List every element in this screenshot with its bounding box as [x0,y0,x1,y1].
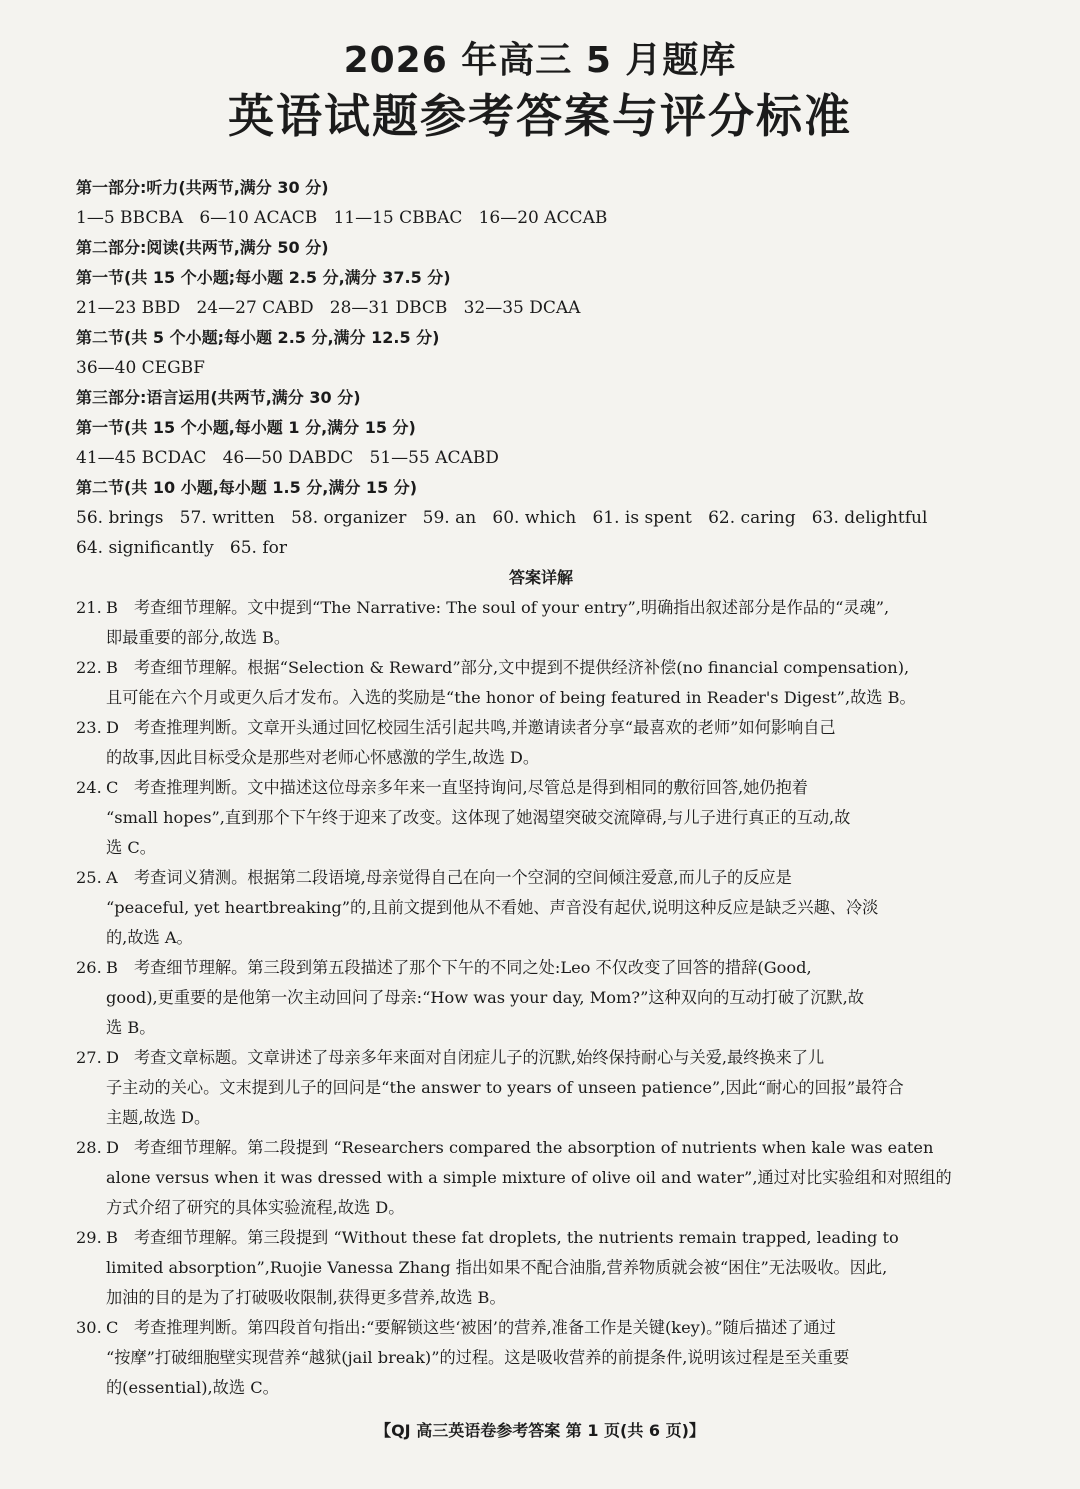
explanation-item [76,1043,1006,1133]
answer-option: B [106,598,118,617]
section-heading: 第一节(共 15 个小题;每小题 2.5 分,满分 37.5 分) [76,268,451,287]
answer-option: C [106,1318,119,1337]
answer-option: C [106,778,119,797]
explanation-item [76,863,1006,953]
explanation-text: 考查推理判断。第四段首句指出:“要解锁这些‘被困’的营养,准备工作是关键(key)。”随后描述了通过 [134,1318,836,1337]
explanation-text: 的,故选 A。 [106,928,193,947]
answer-line: 1—5 BBCBA 6—10 ACACB 11—15 CBBAC 16—20 ACCAB [76,208,608,228]
question-number: 26. [76,958,102,977]
explanation-text: 的(essential),故选 C。 [106,1378,279,1397]
answer-option: B [106,958,118,977]
document-title: 英语试题参考答案与评分标准 [228,89,852,143]
question-number: 23. [76,718,102,737]
question-number: 29. [76,1228,102,1247]
answer-line: 41—45 BCDAC 46—50 DABDC 51—55 ACABD [76,448,499,468]
explanation-text: 的故事,因此目标受众是那些对老师心怀感激的学生,故选 D。 [106,748,540,767]
page-footer: 【QJ 高三英语卷参考答案 第 1 页(共 6 页)】 [375,1421,705,1440]
explanation-text: good),更重要的是他第一次主动回问了母亲:“How was your day, Mom?”这种双向的互动打破了沉默,故 [106,988,864,1007]
answer-key-section [76,173,1006,563]
explanation-text: 且可能在六个月或更久后才发布。入选的奖励是“the honor of being featured in Reader's Digest”,故选 B。 [106,688,916,707]
explanation-text: 考查细节理解。根据“Selection & Reward”部分,文中提到不提供经济补偿(no financial compensation), [134,658,910,677]
section-heading: 第一部分:听力(共两节,满分 30 分) [76,178,329,197]
explanation-text: 考查细节理解。第三段提到 “Without these fat droplets, the nutrients remain trapped, leading to [134,1228,899,1247]
explanation-text: 考查文章标题。文章讲述了母亲多年来面对自闭症儿子的沉默,始终保持耐心与关爱,最终换来了儿 [134,1048,825,1067]
explanation-text: 子主动的关心。文末提到儿子的回问是“the answer to years of unseen patience”,因此“耐心的回报”最符合 [106,1078,904,1097]
explanation-text: 考查细节理解。第三段到第五段描述了那个下午的不同之处:Leo 不仅改变了回答的措辞(Good, [134,958,812,977]
explanation-item [76,1223,1006,1313]
explanation-text: 考查细节理解。第二段提到 “Researchers compared the absorption of nutrients when kale was eaten [134,1138,934,1157]
answer-option: D [106,1138,119,1157]
question-number: 25. [76,868,102,887]
explanation-text: alone versus when it was dressed with a simple mixture of olive oil and water”,通过对比实验组和对照组的 [106,1168,952,1187]
question-number: 21. [76,598,102,617]
explanation-text: “peaceful, yet heartbreaking”的,且前文提到他从不看她、声音没有起伏,说明这种反应是缺乏兴趣、冷淡 [106,898,879,917]
explanation-text: 考查推理判断。文章开头通过回忆校园生活引起共鸣,并邀请读者分享“最喜欢的老师”如何影响自己 [134,718,836,737]
section-heading: 第二部分:阅读(共两节,满分 50 分) [76,238,329,257]
question-number: 30. [76,1318,102,1337]
question-number: 22. [76,658,102,677]
explanation-text: “按摩”打破细胞壁实现营养“越狱(jail break)”的过程。这是吸收营养的前提条件,说明该过程是至关重要 [106,1348,850,1367]
explanation-text: 考查词义猜测。根据第二段语境,母亲觉得自己在向一个空洞的空间倾注爱意,而儿子的反应是 [134,868,792,887]
exam-title: 2026 年高三 5 月题库 [343,40,737,81]
explanation-item [76,953,1006,1043]
answer-option: D [106,1048,119,1067]
explanation-text: 选 B。 [106,1018,156,1037]
explanation-text: 选 C。 [106,838,156,857]
explanation-item [76,653,1006,713]
explanation-text: 加油的目的是为了打破吸收限制,获得更多营养,故选 B。 [106,1288,506,1307]
answer-line: 64. significantly 65. for [76,538,287,558]
section-heading: 第三部分:语言运用(共两节,满分 30 分) [76,388,361,407]
explanation-text: 即最重要的部分,故选 B。 [106,628,291,647]
explanation-text: “small hopes”,直到那个下午终于迎来了改变。这体现了她渴望突破交流障碍,与儿子进行真正的互动,故 [106,808,851,827]
answer-line: 56. brings 57. written 58. organizer 59. an 60. which 61. is spent 62. caring 63. delightful [76,508,928,528]
question-number: 24. [76,778,102,797]
answer-option: D [106,718,119,737]
question-number: 28. [76,1138,102,1157]
explanation-item [76,1313,1006,1403]
section-heading: 第一节(共 15 个小题,每小题 1 分,满分 15 分) [76,418,416,437]
answer-line: 21—23 BBD 24—27 CABD 28—31 DBCB 32—35 DCAA [76,298,581,318]
explanation-text: 考查细节理解。文中提到“The Narrative: The soul of your entry”,明确指出叙述部分是作品的“灵魂”, [134,598,890,617]
section-heading: 第二节(共 10 小题,每小题 1.5 分,满分 15 分) [76,478,418,497]
section-heading: 第二节(共 5 个小题;每小题 2.5 分,满分 12.5 分) [76,328,440,347]
explanation-text: limited absorption”,Ruojie Vanessa Zhang 指出如果不配合油脂,营养物质就会被“困住”无法吸收。因此, [106,1258,888,1277]
answer-line: 36—40 CEGBF [76,358,205,378]
explanation-item [76,1133,1006,1223]
explanation-text: 方式介绍了研究的具体实验流程,故选 D。 [106,1198,405,1217]
explanation-item [76,593,1006,653]
explanation-item [76,773,1006,863]
explanation-text: 考查推理判断。文中描述这位母亲多年来一直坚持询问,尽管总是得到相同的敷衍回答,她仍抱着 [134,778,808,797]
explanation-text: 主题,故选 D。 [106,1108,211,1127]
answer-details-section [76,593,1006,1403]
details-heading: 答案详解 [508,568,573,587]
question-number: 27. [76,1048,102,1067]
answer-option: B [106,658,118,677]
answer-option: B [106,1228,118,1247]
answer-option: A [106,868,118,887]
explanation-item [76,713,1006,773]
